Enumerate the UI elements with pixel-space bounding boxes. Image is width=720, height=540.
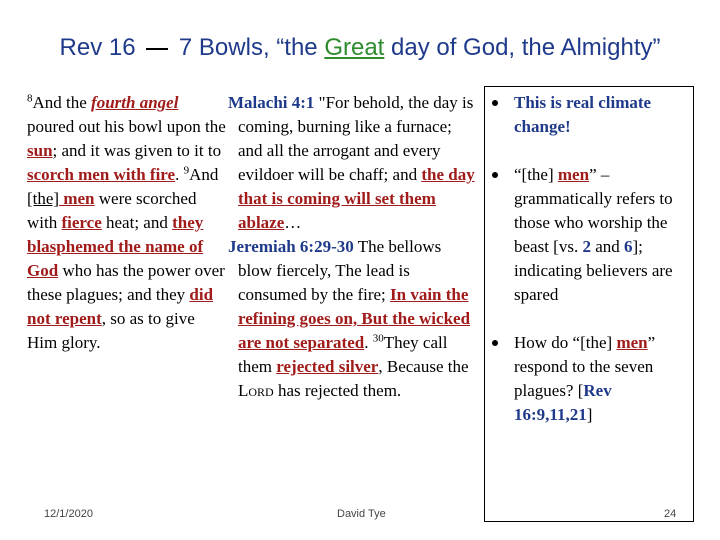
text: ] <box>586 405 593 424</box>
text: How do “[the] <box>514 333 617 352</box>
cross-references <box>228 91 478 403</box>
slide-title <box>0 34 720 62</box>
malachi-reference <box>228 91 478 235</box>
page-number: 24 <box>664 508 677 520</box>
title-middle: 7 Bowls, “the <box>178 34 325 61</box>
text: , Because the L <box>238 357 469 400</box>
bullet-men-grammar <box>486 163 691 307</box>
verse-9-number: 9 <box>183 164 190 177</box>
blasphemed: blasphemed the name of God <box>27 237 204 280</box>
title-dash <box>146 48 168 50</box>
jeremiah-emphasis: In vain the refining goes on, But the wicked are not separated <box>238 285 471 352</box>
malachi-emphasis: the day that is coming will set them ablaze <box>238 165 475 232</box>
text: And <box>189 165 219 184</box>
they: they <box>172 213 204 232</box>
text: "For behold, the day is coming, burning like a furnace; and all the arrogant and every evildoer will be chaff; and <box>238 93 474 184</box>
bullet-men-response <box>486 331 691 427</box>
rejected-silver: rejected silver <box>276 357 379 376</box>
footer-date: 12/1/2020 <box>44 508 93 520</box>
text: ” – grammatically refers to those who worship the beast [vs. <box>514 165 673 256</box>
text: … <box>284 213 302 232</box>
lord-small-caps: ord <box>248 381 274 400</box>
bullet-dot <box>492 100 498 106</box>
verse-8-number: 8 <box>27 92 33 105</box>
rev-reference: Rev 16:9,11,21 <box>514 381 612 424</box>
fourth-angel: fourth angel <box>91 93 179 112</box>
bullet-climate <box>486 91 691 139</box>
title-suffix: day of God, the Almighty” <box>384 34 661 61</box>
title-prefix: Rev 16 <box>59 34 136 61</box>
text: , so as to give Him glory. <box>27 309 195 352</box>
text: has rejected them. <box>273 381 402 400</box>
text: . <box>175 165 184 184</box>
text: poured out his bowl upon the <box>27 117 226 136</box>
text: “[the] <box>514 165 558 184</box>
sun: sun <box>27 141 53 160</box>
text: ]; indicating believers are spared <box>514 237 673 304</box>
malachi-ref-label: Malachi 4:1 <box>228 93 315 112</box>
bullet-dot <box>492 340 498 346</box>
men: men <box>616 333 648 352</box>
text: who has the power over these plagues; and they <box>27 261 225 304</box>
text: heat; and <box>101 213 173 232</box>
text: ” respond to the seven plagues? [ <box>514 333 656 400</box>
did-not-repent: did not repent <box>27 285 214 328</box>
text: The bellows blow fiercely, The lead is consumed by the fire; <box>238 237 442 304</box>
bullet-dot <box>492 172 498 178</box>
title-highlight: Great <box>324 34 385 61</box>
verse-2: 2 <box>582 237 591 256</box>
text: and <box>590 237 625 256</box>
commentary-bullets <box>486 91 691 427</box>
text: And the <box>32 93 92 112</box>
scripture-rev16 <box>27 91 227 355</box>
jeremiah-ref-label: Jeremiah 6:29-30 <box>228 237 354 256</box>
jeremiah-reference <box>228 235 478 403</box>
bullet-1-text: This is real climate change! <box>514 93 652 136</box>
text: were scorched with <box>27 189 197 232</box>
the-bracket: [the] <box>27 189 60 208</box>
men: men <box>59 189 95 208</box>
verse-30-number: 30 <box>372 332 384 345</box>
fierce: fierce <box>61 213 102 232</box>
text: . <box>364 333 373 352</box>
scorch-men: scorch men with fire <box>27 165 176 184</box>
men: men <box>557 165 590 184</box>
footer-author: David Tye <box>337 508 386 520</box>
text: ; and it was given to it to <box>52 141 222 160</box>
text: They call them <box>238 333 448 376</box>
verse-6: 6 <box>624 237 633 256</box>
